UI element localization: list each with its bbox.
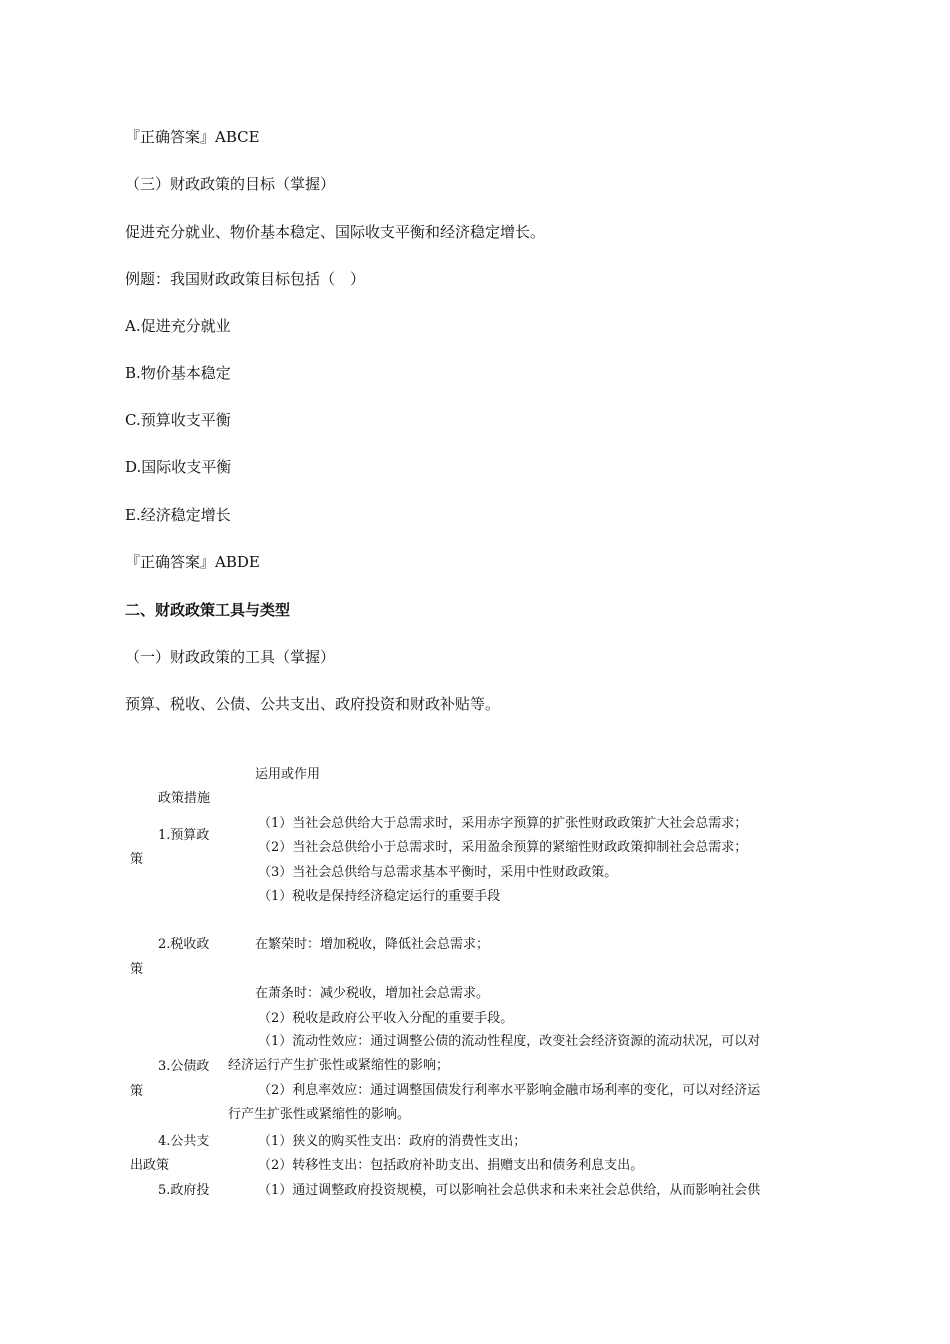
measure-cell: 策 [130,962,144,977]
effect-line: （2）转移性支出：包括政府补助支出、捐赠支出和债务利息支出。 [258,1158,644,1173]
measure-cell: 5.政府投 [158,1183,210,1198]
answer-line-2: 『正确答案』ABDE [125,553,260,571]
measure-cell: 3.公债政 [158,1059,210,1074]
option-e: E.经济稳定增长 [125,506,231,524]
chapter-heading: 二、财政政策工具与类型 [125,601,291,619]
example-question: 例题：我国财政政策目标包括（ ） [125,270,366,288]
effect-line: （2）利息率效应：通过调整国债发行利率水平影响金融市场利率的变化，可以对经济运 [258,1083,761,1098]
goals-text: 促进充分就业、物价基本稳定、国际收支平衡和经济稳定增长。 [125,223,546,241]
option-d: D.国际收支平衡 [125,458,232,476]
section-heading-tools: （一）财政政策的工具（掌握） [125,648,336,666]
section-heading-goals: （三）财政政策的目标（掌握） [125,175,336,193]
measure-cell: 策 [130,1084,144,1099]
effect-line: （3）当社会总供给与总需求基本平衡时，采用中性财政政策。 [258,865,618,880]
option-a: A.促进充分就业 [125,317,231,335]
effect-line: 在繁荣时：增加税收，降低社会总需求； [255,937,490,952]
effect-line: 在萧条时：减少税收，增加社会总需求。 [255,986,490,1001]
table-header-measure: 政策措施 [158,791,211,806]
effect-line: （1）当社会总供给大于总需求时，采用赤字预算的扩张性财政政策扩大社会总需求； [258,816,748,831]
effect-line: （1）通过调整政府投资规模，可以影响社会总供求和未来社会总供给，从而影响社会供 [258,1183,761,1198]
option-c: C.预算收支平衡 [125,411,231,429]
effect-line: （2）税收是政府公平收入分配的重要手段。 [258,1011,514,1026]
measure-cell: 策 [130,852,144,867]
answer-line-1: 『正确答案』ABCE [125,128,260,146]
table-header-effect: 运用或作用 [255,767,321,782]
option-b: B.物价基本稳定 [125,364,231,382]
measure-cell: 出政策 [130,1158,170,1173]
measure-cell: 2.税收政 [158,937,210,952]
effect-line: （1）狭义的购买性支出：政府的消费性支出； [258,1134,527,1149]
measure-cell: 4.公共支 [158,1134,210,1149]
effect-line: （1）税收是保持经济稳定运行的重要手段 [258,889,501,904]
effect-line: （2）当社会总供给小于总需求时，采用盈余预算的紧缩性财政政策抑制社会总需求； [258,840,748,855]
tools-text: 预算、税收、公债、公共支出、政府投资和财政补贴等。 [125,695,501,713]
effect-line: 经济运行产生扩张性或紧缩性的影响； [228,1058,450,1073]
effect-line: （1）流动性效应：通过调整公债的流动性程度，改变社会经济资源的流动状况，可以对 [258,1034,761,1049]
effect-line: 行产生扩张性或紧缩性的影响。 [228,1107,411,1122]
measure-cell: 1.预算政 [158,828,210,843]
